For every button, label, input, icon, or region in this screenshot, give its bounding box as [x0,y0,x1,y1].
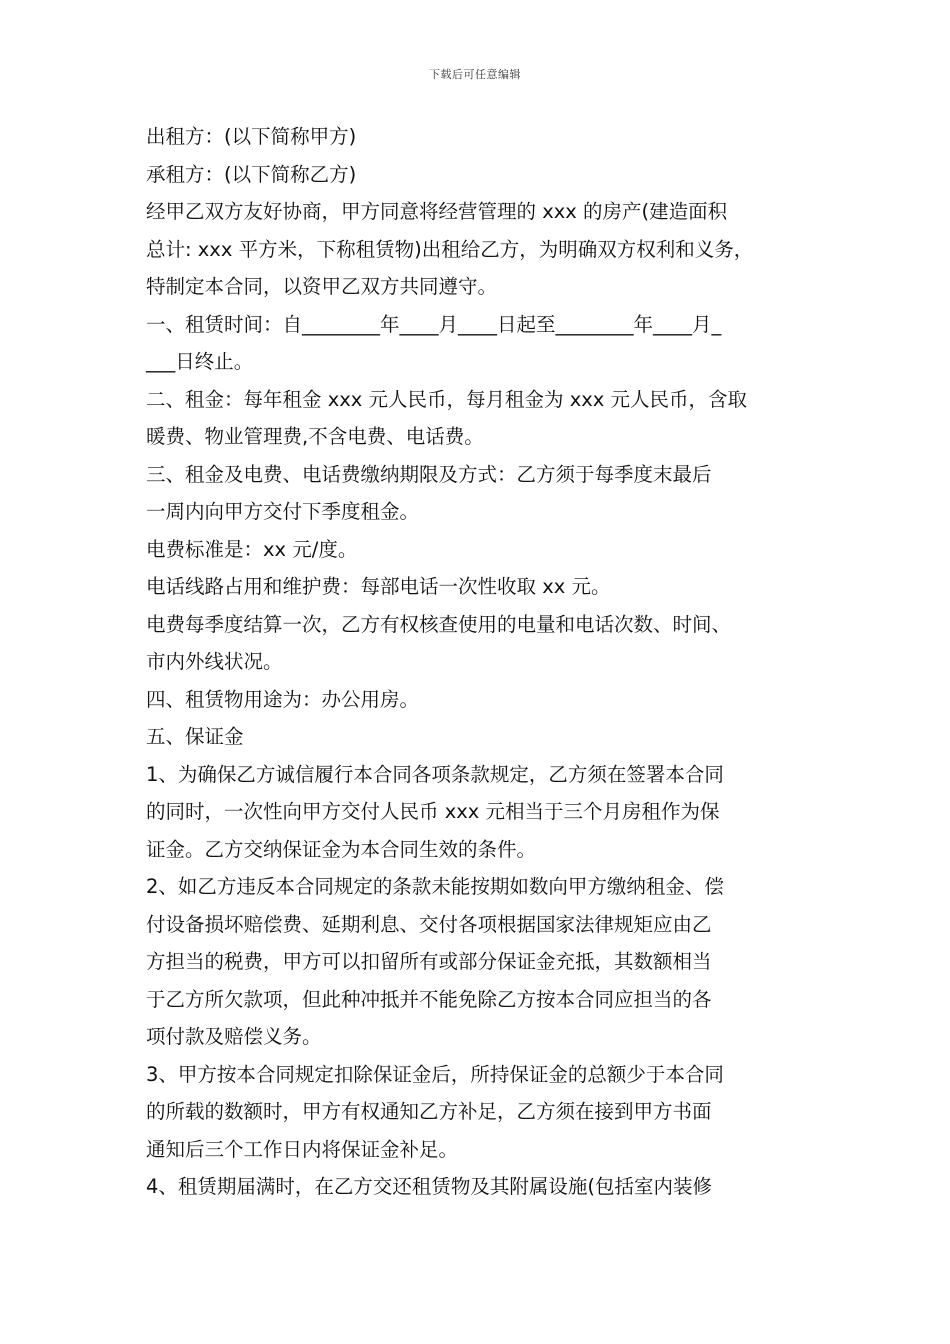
contract-line: 的所载的数额时，甲方有权通知乙方补足，乙方须在接到甲方书面 [146,1100,712,1123]
contract-line: 于乙方所欠款项，但此种冲抵并不能免除乙方按本合同应担当的各 [146,987,712,1011]
contract-line: 电费标准是：xx 元/度。 [146,537,358,561]
contract-line: 电话线路占用和维护费：每部电话一次性收取 xx 元。 [146,575,611,598]
contract-line: 付设备损坏赔偿费、延期利息、交付各项根据国家法律规矩应由乙 [146,912,712,936]
contract-line: 一、租赁时间：自________年____月____日起至________年____月_ [146,312,722,336]
contract-line: 三、租金及电费、电话费缴纳期限及方式：乙方须于每季度末最后 [146,462,712,486]
contract-line: 特制定本合同，以资甲乙双方共同遵守。 [146,275,498,298]
contract-line: 出租方：(以下简称甲方) [146,125,357,148]
contract-line: 的同时，一次性向甲方交付人民币 xxx 元相当于三个月房租作为保 [146,800,720,823]
contract-line: 二、租金：每年租金 xxx 元人民币，每月租金为 xxx 元人民币，含取 [146,387,748,411]
contract-line: 通知后三个工作日内将保证金补足。 [146,1137,459,1161]
contract-line: 4、租赁期届满时，在乙方交还租赁物及其附属设施(包括室内装修 [146,1175,713,1198]
contract-line: 四、租赁物用途为：办公用房。 [146,687,420,711]
contract-line: 项付款及赔偿义务。 [146,1025,322,1048]
contract-line: 市内外线状况。 [146,650,283,673]
contract-line: 一周内向甲方交付下季度租金。 [146,500,420,523]
contract-line: 证金。乙方交纳保证金为本合同生效的条件。 [146,837,537,861]
contract-line: 经甲乙双方友好协商，甲方同意将经营管理的 xxx 的房产(建造面积 [146,200,728,223]
page-header: 下载后可任意编辑 [429,68,521,81]
contract-line: 五、保证金 [146,725,244,748]
contract-line: ___日终止。 [146,350,254,373]
contract-body [146,118,826,1206]
contract-line: 总计: xxx 平方米，下称租赁物)出租给乙方，为明确双方权利和义务， [146,237,754,261]
contract-line: 暖费、物业管理费,不含电费、电话费。 [146,425,484,448]
contract-line: 2、如乙方违反本合同规定的条款未能按期如数向甲方缴纳租金、偿 [146,875,724,898]
contract-line: 承租方：(以下简称乙方) [146,162,357,186]
contract-line: 电费每季度结算一次，乙方有权核查使用的电量和电话次数、时间、 [146,612,732,636]
contract-line: 3、甲方按本合同规定扣除保证金后，所持保证金的总额少于本合同 [146,1062,724,1086]
contract-line: 方担当的税费，甲方可以扣留所有或部分保证金充抵，其数额相当 [146,950,712,973]
contract-line: 1、为确保乙方诚信履行本合同各项条款规定，乙方须在签署本合同 [146,762,724,786]
